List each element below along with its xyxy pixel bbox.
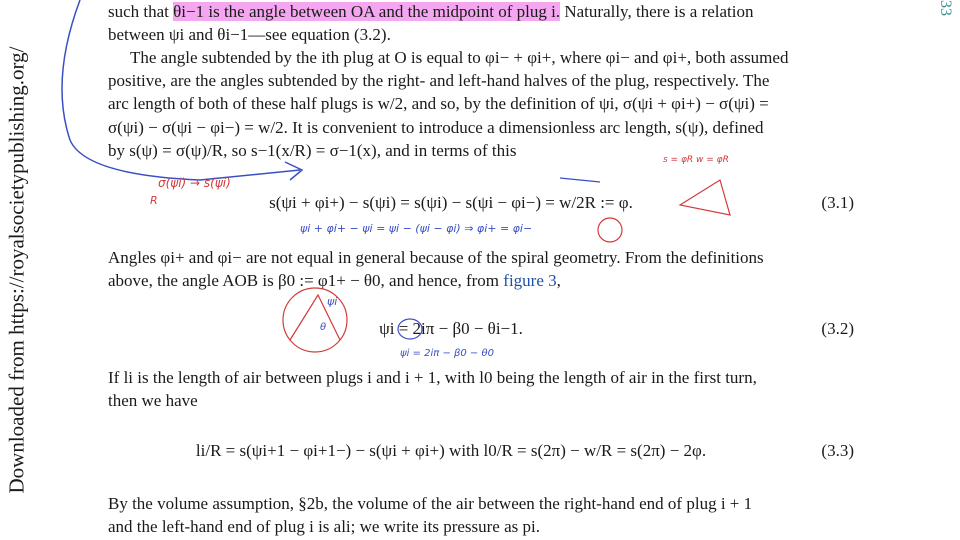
para2-line3: arc length of both of these half plugs is w/2, and so, by the definition of ψi, σ(ψi + φi+) − σ(ψi) =: [108, 94, 769, 114]
para2-line5: by s(ψ) = σ(ψ)/R, so s−1(x/R) = σ−1(x), and in terms of this: [108, 140, 517, 160]
paragraph-2: [108, 46, 854, 162]
para2-line2: positive, are the angles subtended by the right- and left-hand halves of the plug, respectively. The: [108, 71, 770, 91]
red-margin-note: s = φR w = φR: [663, 155, 729, 165]
equation-3-1-body: s(ψi + φi+) − s(ψi) = s(ψi) − s(ψi − φi−) = w/2R := φ.: [269, 193, 633, 212]
equation-3-3: [108, 434, 854, 468]
para4-line1: If li is the length of air between plugs i and i + 1, with l0 being the length of air in the first turn,: [108, 368, 757, 387]
red-note: σ(ψi) → s(ψi): [158, 176, 231, 190]
para4-line2: then we have: [108, 391, 198, 411]
equation-3-2-body: ψi = 2iπ − β0 − θi−1.: [379, 319, 523, 338]
figure-3-link[interactable]: figure 3: [503, 271, 557, 291]
para3-line2-post: ,: [556, 271, 561, 291]
blue-arrow-head: [285, 162, 302, 180]
para1-line2: between ψi and θi−1—see equation (3.2).: [108, 25, 391, 45]
blue-tick-stroke: [560, 178, 600, 182]
equation-3-3-body: li/R = s(ψi+1 − φi+1−) − s(ψi + φi+) with l0/R = s(2π) − w/R = s(2π) − 2φ.: [195, 441, 707, 460]
paragraph-5: [108, 492, 854, 538]
equation-3-1: [108, 186, 854, 220]
para2-line4: σ(ψi) − σ(ψi − φi−) = w/2. It is convenient to introduce a dimensionless arc length, s(ψ), defined: [108, 117, 764, 137]
red-note-under: R: [150, 194, 158, 207]
download-sidebar: [2, 0, 32, 540]
paragraph-3: [108, 246, 854, 292]
para1-post: Naturally, there is a relation: [560, 2, 754, 21]
paragraph-4: [108, 366, 854, 412]
equation-3-2: [108, 312, 854, 346]
page-number: 33: [937, 0, 954, 16]
para3-line2-pre: above, the angle AOB is β0 := φ1+ − θ0, and hence, from: [108, 271, 504, 291]
psi-label: ψi: [327, 295, 338, 308]
equation-3-3-number: (3.3): [821, 441, 854, 460]
para1-pre: such that: [108, 2, 174, 21]
blue-eq1-note: ψi + φi+ − ψi = ψi − (ψi − φi) ⇒ φi+ = φi−: [300, 222, 533, 235]
red-circle-phi: [598, 218, 622, 242]
theta-label: θ: [320, 322, 327, 333]
equation-3-2-number: (3.2): [821, 319, 854, 338]
download-source-text: Downloaded from https://royalsocietypublishing.org/: [4, 46, 29, 494]
para5-line1: By the volume assumption, §2b, the volume of the air between the right-hand end of plug i + 1: [108, 494, 753, 513]
para3-line1: Angles φi+ and φi− are not equal in general because of the spiral geometry. From the definitions: [108, 248, 764, 267]
para2-line1: The angle subtended by the ith plug at O is equal to φi− + φi+, where φi− and φi+, both assumed: [130, 48, 789, 67]
equation-3-1-number: (3.1): [821, 193, 854, 212]
highlighted-text: θi−1 is the angle between OA and the midpoint of plug i.: [173, 2, 561, 21]
para5-line2: and the left-hand end of plug i is ali; we write its pressure as pi.: [108, 517, 540, 537]
paragraph-1: [108, 0, 854, 46]
blue-eq2-note: ψi = 2iπ − β0 − θ0: [400, 348, 494, 359]
